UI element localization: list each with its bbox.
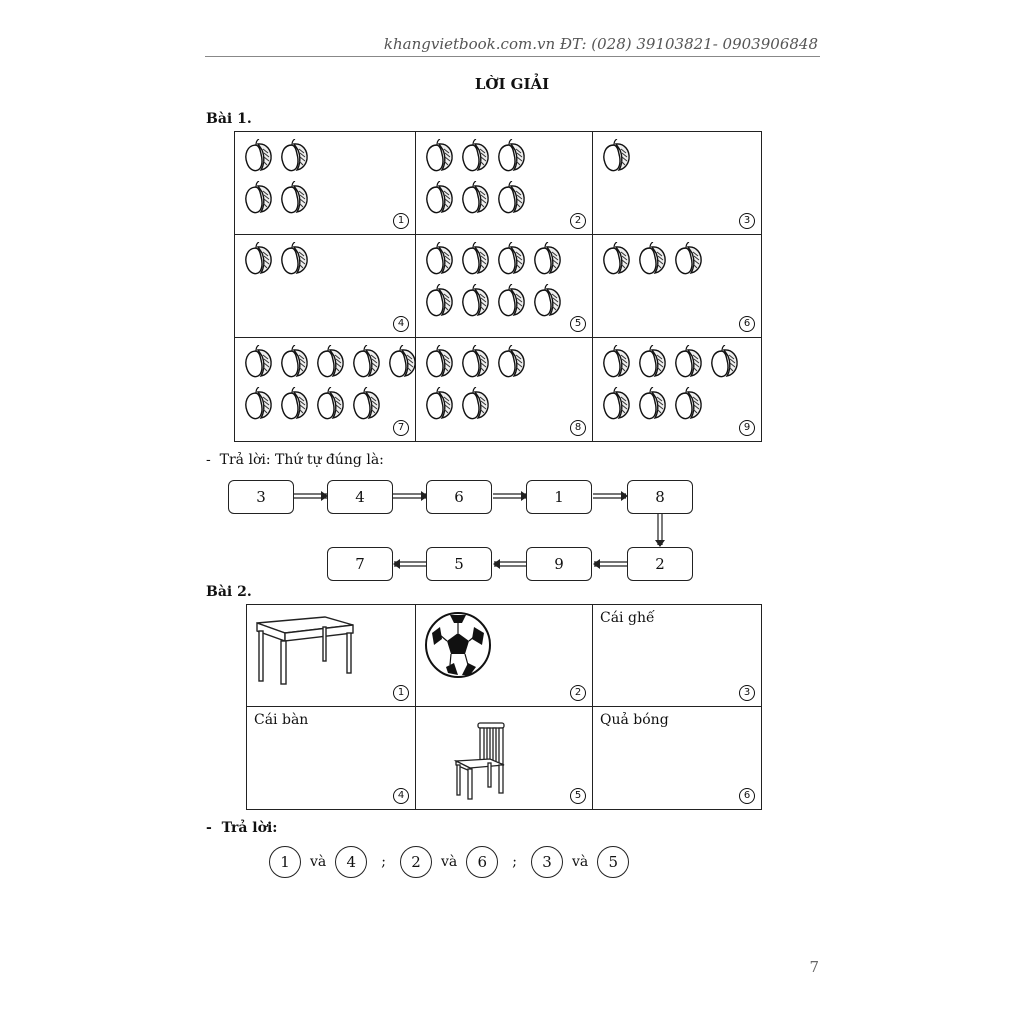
sequence-box: 1	[526, 480, 592, 514]
cell-number: 7	[393, 420, 409, 436]
cell-number: 6	[739, 316, 755, 332]
answer-circle: 5	[597, 846, 629, 878]
bai2-cell	[247, 707, 416, 810]
answer-circle: 6	[466, 846, 498, 878]
bai2-cell	[247, 605, 416, 707]
cell-number: 6	[739, 788, 755, 804]
sequence-box: 7	[327, 547, 393, 581]
cell-number: 1	[393, 213, 409, 229]
sequence-box: 2	[627, 547, 693, 581]
cell-label: Cái bàn	[254, 712, 309, 728]
answer-circle: 3	[531, 846, 563, 878]
answer-circle: 4	[335, 846, 367, 878]
separator-text: ;	[512, 854, 517, 870]
cell-number: 2	[570, 685, 586, 701]
sequence-box: 9	[526, 547, 592, 581]
sequence-box: 8	[627, 480, 693, 514]
bai2-label: Bài 2.	[206, 584, 252, 600]
answer-circle: 1	[269, 846, 301, 878]
cell-number: 3	[739, 685, 755, 701]
page-title: LỜI GIẢI	[474, 75, 550, 93]
bai2-grid	[246, 604, 762, 810]
separator-text: ;	[381, 854, 386, 870]
cell-number: 4	[393, 316, 409, 332]
header-text: khangvietbook.com.vn ĐT: (028) 39103821- 0903906848	[383, 35, 818, 53]
connector-text: và	[440, 854, 458, 870]
chair-icon	[452, 721, 508, 801]
answer-text: Trả lời:	[221, 820, 278, 836]
sequence-box: 5	[426, 547, 492, 581]
cell-number: 2	[570, 213, 586, 229]
connector-text: và	[310, 854, 327, 870]
bai2-cell	[416, 707, 593, 810]
dash-bullet: -	[206, 452, 220, 468]
answer-text: Trả lời: Thứ tự đúng là:	[219, 452, 384, 468]
bai2-cell	[593, 605, 762, 707]
connector-text: và	[571, 854, 589, 870]
sequence-box: 6	[426, 480, 492, 514]
cell-number: 3	[739, 213, 755, 229]
cell-number: 8	[570, 420, 586, 436]
cell-number: 9	[739, 420, 755, 436]
dash-bullet: -	[206, 820, 222, 836]
cell-label: Quả bóng	[600, 712, 669, 728]
table-icon	[255, 615, 355, 685]
answer-pairs	[269, 846, 629, 878]
answer-circle: 2	[400, 846, 432, 878]
soccer-ball-icon	[424, 611, 492, 679]
cell-number: 5	[570, 316, 586, 332]
bai1-label: Bài 1.	[206, 111, 252, 127]
cell-number: 5	[570, 788, 586, 804]
cell-number: 1	[393, 685, 409, 701]
bai2-cell	[416, 605, 593, 707]
bai2-answer-label	[206, 820, 277, 836]
page-number: 7	[809, 958, 819, 976]
cell-number: 4	[393, 788, 409, 804]
cell-label: Cái ghế	[600, 610, 655, 626]
sequence-box: 3	[228, 480, 294, 514]
bai2-cell	[593, 707, 762, 810]
sequence-box: 4	[327, 480, 393, 514]
